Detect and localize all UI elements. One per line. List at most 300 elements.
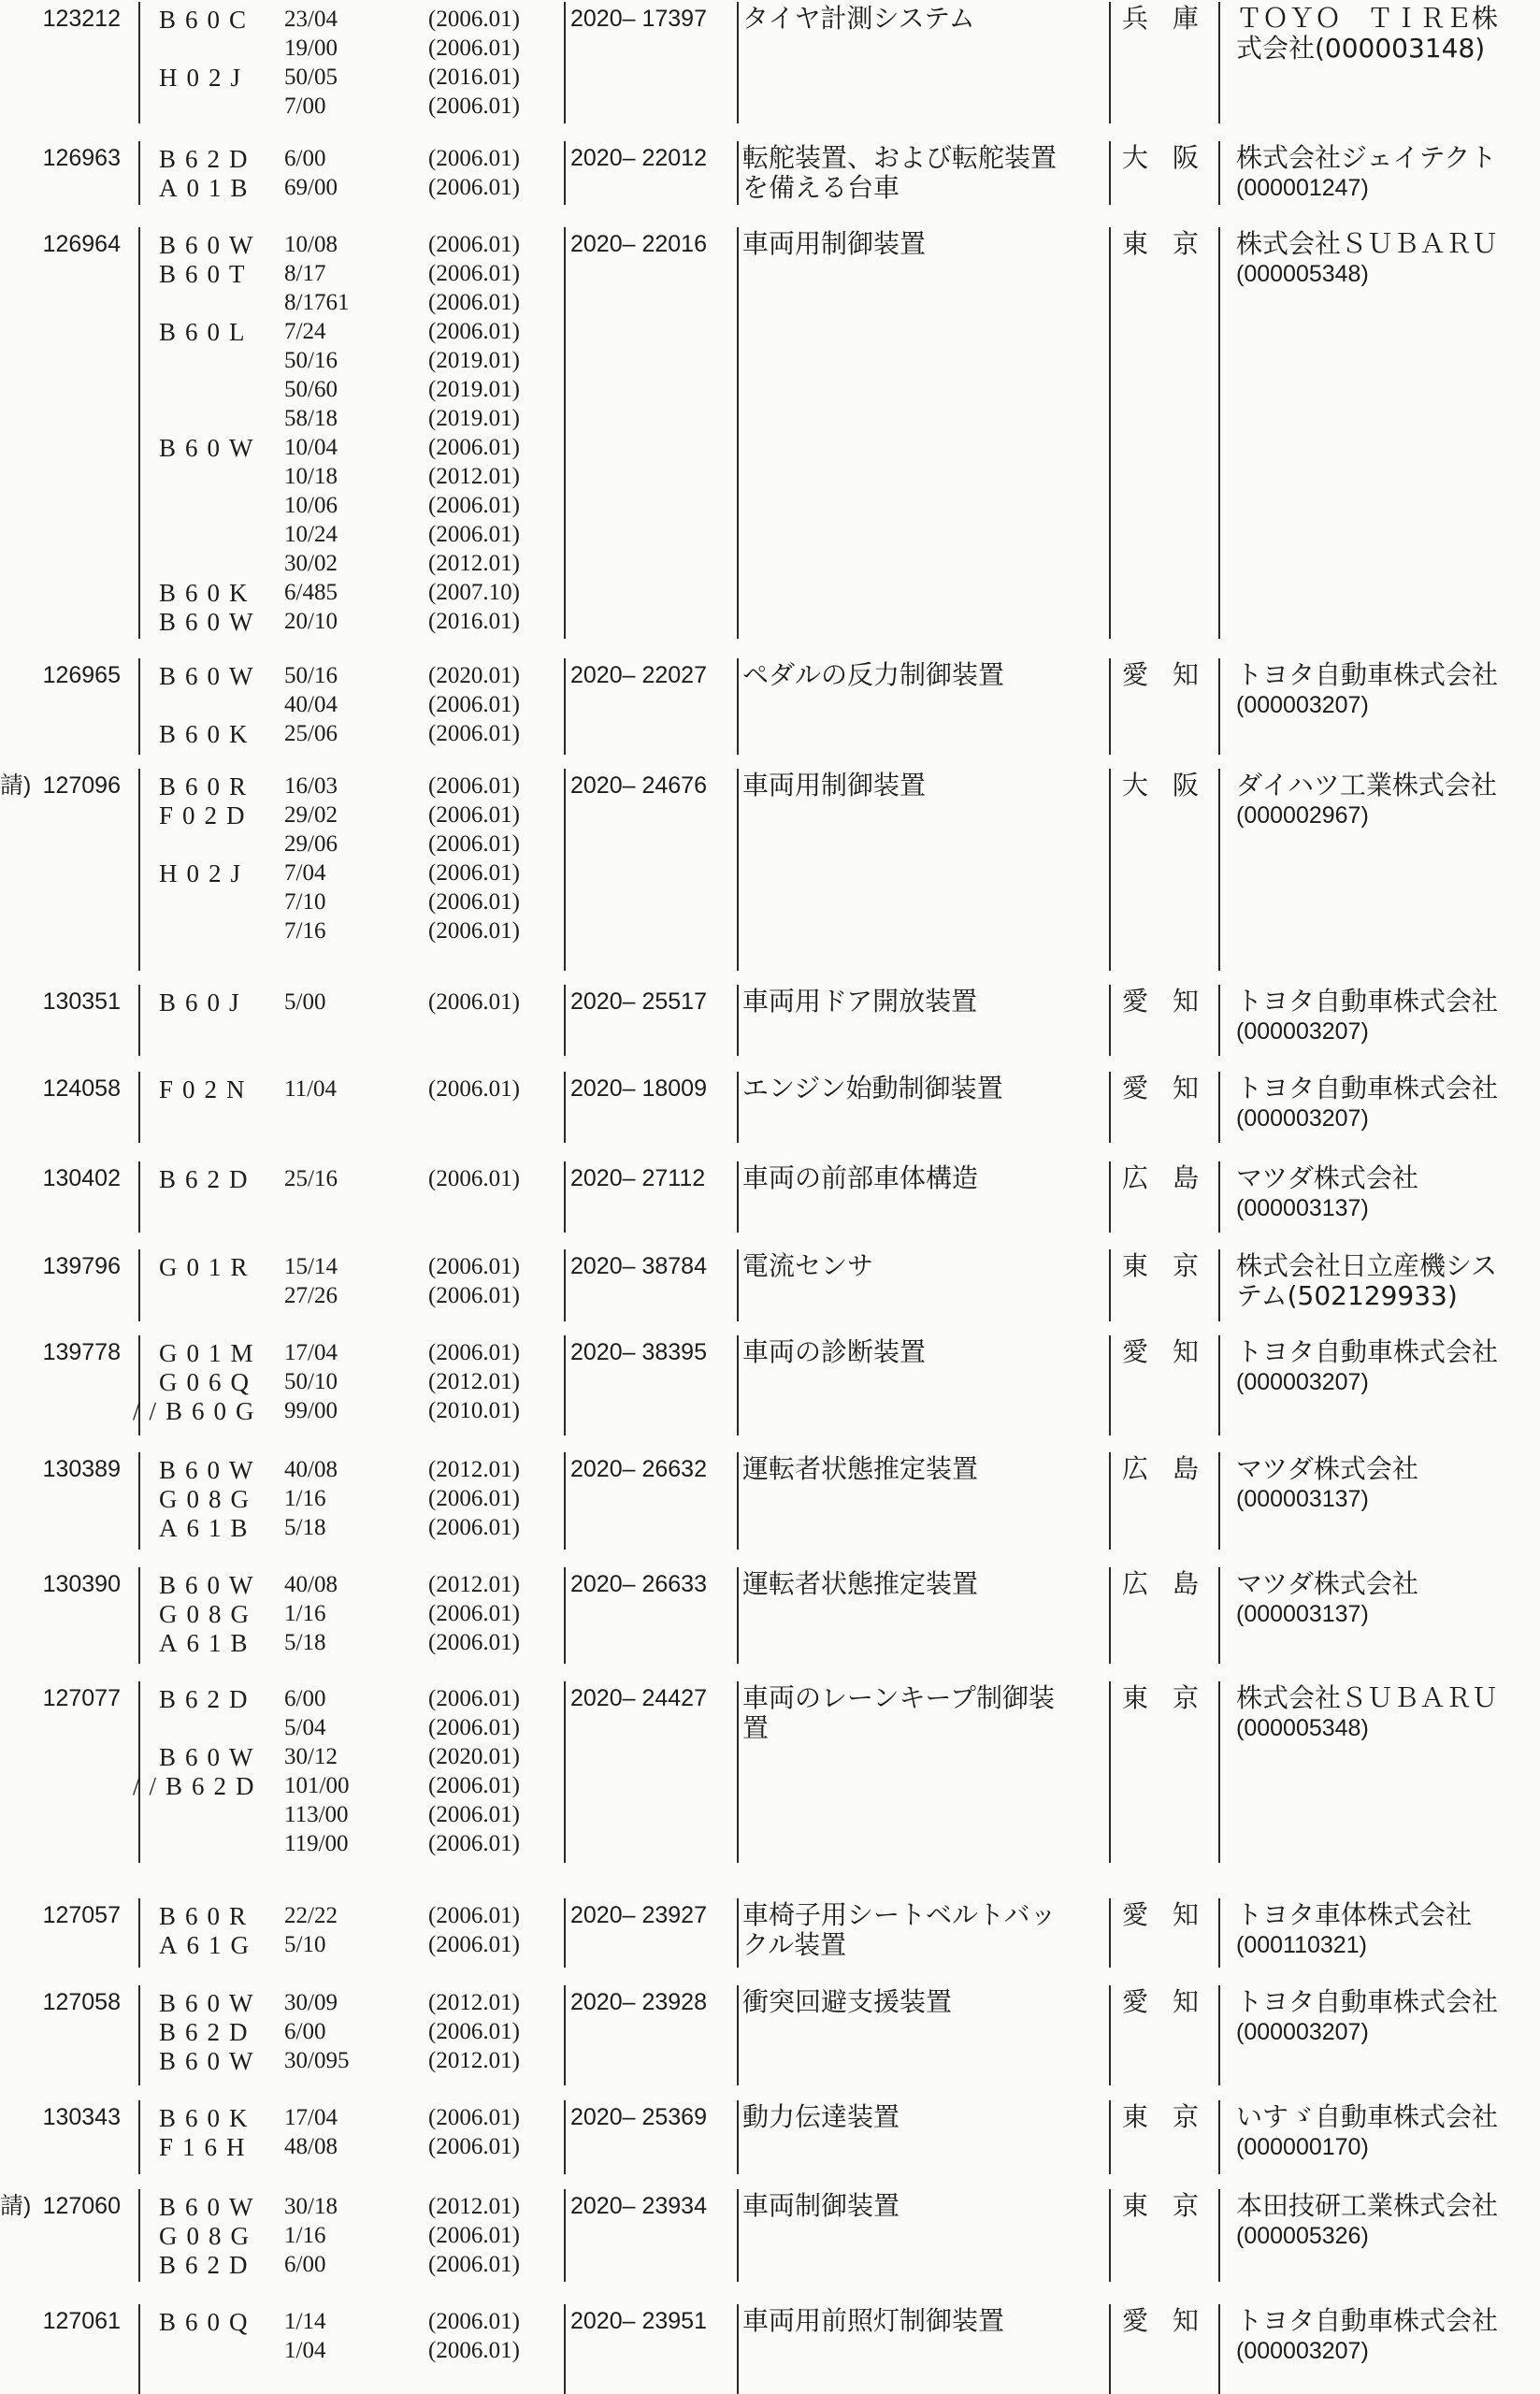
ipc-edition: (2006.01) xyxy=(428,2338,520,2363)
column-divider xyxy=(1109,1452,1111,1550)
ipc-group: 30/02 xyxy=(284,551,338,576)
application-number: 2020– 38395 xyxy=(570,1339,707,1365)
applicant-name: トヨタ自動車株式会社 xyxy=(1236,1073,1499,1103)
applicant-name: 式会社(000003148) xyxy=(1236,33,1486,64)
prefecture: 愛知 xyxy=(1122,1073,1224,1103)
applicant-name: 株式会社日立産機シス xyxy=(1236,1250,1498,1281)
column-divider xyxy=(564,769,566,971)
column-divider xyxy=(564,985,566,1056)
ipc-group: 40/04 xyxy=(284,692,338,717)
column-divider xyxy=(138,1985,140,2085)
applicant-name: トヨタ自動車株式会社 xyxy=(1236,986,1499,1017)
ipc-group: 69/00 xyxy=(284,175,338,200)
column-divider xyxy=(138,769,140,971)
column-divider xyxy=(1109,2100,1111,2174)
ipc-class: H02J xyxy=(159,64,251,92)
ipc-group: 7/24 xyxy=(284,319,326,344)
column-divider xyxy=(737,658,739,755)
applicant-name: (000003137) xyxy=(1236,1486,1369,1512)
ipc-edition: (2012.01) xyxy=(428,1572,520,1597)
prefecture: 大阪 xyxy=(1122,142,1224,173)
applicant-name: トヨタ自動車株式会社 xyxy=(1236,2305,1499,2336)
column-divider xyxy=(1109,769,1111,971)
ipc-group: 5/04 xyxy=(284,1715,326,1740)
ipc-edition: (2006.01) xyxy=(428,1486,520,1511)
prefecture: 東京 xyxy=(1122,2190,1224,2221)
ipc-edition: (2020.01) xyxy=(428,1744,520,1769)
applicant-name: テム(502129933) xyxy=(1236,1280,1458,1311)
column-divider xyxy=(1218,227,1220,639)
ipc-edition: (2007.10) xyxy=(428,580,520,605)
column-divider xyxy=(564,1985,566,2085)
ipc-edition: (2006.01) xyxy=(428,522,520,547)
invention-title: 動力伝達装置 xyxy=(742,2101,900,2132)
ipc-edition: (2006.01) xyxy=(428,1715,520,1740)
ipc-group: 113/00 xyxy=(284,1802,349,1827)
ipc-group: 17/04 xyxy=(284,2105,338,2130)
invention-title: 衝突回避支援装置 xyxy=(742,1986,953,2017)
invention-title: エンジン始動制御装置 xyxy=(742,1073,1003,1103)
ipc-edition: (2012.01) xyxy=(428,551,520,576)
applicant-name: トヨタ自動車株式会社 xyxy=(1236,1986,1499,2017)
ipc-group: 6/00 xyxy=(284,1686,326,1711)
application-number: 2020– 27112 xyxy=(570,1165,706,1191)
ipc-group: 10/24 xyxy=(284,522,338,547)
column-divider xyxy=(564,141,566,205)
applicant-name: 株式会社ＳＵＢＡＲＵ xyxy=(1236,228,1499,259)
ipc-edition: (2006.01) xyxy=(428,989,520,1015)
column-divider xyxy=(737,2304,739,2394)
column-divider xyxy=(1109,658,1111,755)
ipc-class: B60K xyxy=(159,720,257,748)
column-divider xyxy=(1109,1985,1111,2085)
ipc-class: A61B xyxy=(159,1629,257,1657)
application-number: 2020– 17397 xyxy=(570,6,707,32)
prefecture: 愛知 xyxy=(1122,1899,1224,1930)
column-divider xyxy=(737,1072,739,1143)
ipc-class: G06Q xyxy=(159,1368,258,1396)
application-number: 2020– 25517 xyxy=(570,988,707,1015)
invention-title: タイヤ計測システム xyxy=(742,3,975,34)
registration-number: 126964 xyxy=(42,231,121,257)
ipc-edition: (2006.01) xyxy=(428,1283,520,1308)
registration-number: 127057 xyxy=(42,1902,121,1928)
ipc-group: 7/04 xyxy=(284,860,326,886)
ipc-group: 50/60 xyxy=(284,377,338,402)
ipc-class: G01M xyxy=(159,1339,263,1367)
ipc-group: 1/04 xyxy=(284,2338,326,2363)
ipc-edition: (2006.01) xyxy=(428,1802,520,1827)
ipc-group: 15/14 xyxy=(284,1254,338,1279)
column-divider xyxy=(138,1452,140,1550)
column-divider xyxy=(1109,1335,1111,1435)
registration-number: 130389 xyxy=(42,1456,121,1482)
applicant-name: 本田技研工業株式会社 xyxy=(1236,2190,1499,2221)
registration-number: 130343 xyxy=(42,2104,121,2130)
ipc-group: 1/16 xyxy=(284,2223,326,2248)
column-divider xyxy=(737,769,739,971)
ipc-group: 5/10 xyxy=(284,1932,326,1957)
ipc-class: B62D xyxy=(159,145,257,173)
column-divider xyxy=(737,1335,739,1435)
ipc-edition: (2006.01) xyxy=(428,1686,520,1711)
invention-title: 転舵装置、および転舵装置 xyxy=(742,142,1058,173)
ipc-edition: (2006.01) xyxy=(428,146,520,171)
invention-title: 車両用ドア開放装置 xyxy=(742,986,978,1017)
invention-title: を備える台車 xyxy=(742,172,900,203)
column-divider xyxy=(1109,2189,1111,2282)
ipc-class: G08G xyxy=(159,2222,258,2250)
invention-title: 車両の診断装置 xyxy=(742,1336,927,1367)
column-divider xyxy=(564,1898,566,1968)
ipc-edition: (2006.01) xyxy=(428,1515,520,1540)
column-divider xyxy=(737,1161,739,1233)
applicant-name: 株式会社ＳＵＢＡＲＵ xyxy=(1236,1682,1499,1713)
ipc-edition: (2006.01) xyxy=(428,1630,520,1655)
invention-title: 車両用制御装置 xyxy=(742,770,927,800)
registration-number: 127060 xyxy=(42,2193,121,2219)
application-number: 2020– 23928 xyxy=(570,1989,707,2015)
ipc-edition: (2006.01) xyxy=(428,2134,520,2159)
application-number: 2020– 25369 xyxy=(570,2104,707,2130)
ipc-edition: (2006.01) xyxy=(428,1773,520,1798)
ipc-group: 5/18 xyxy=(284,1630,326,1655)
prefecture: 広島 xyxy=(1122,1453,1224,1484)
ipc-edition: (2006.01) xyxy=(428,7,520,32)
column-divider xyxy=(737,1681,739,1863)
column-divider xyxy=(564,1567,566,1664)
ipc-group: 50/16 xyxy=(284,348,338,373)
ipc-edition: (2006.01) xyxy=(428,1340,520,1365)
registration-number: 130351 xyxy=(42,988,121,1015)
ipc-group: 10/06 xyxy=(284,493,338,518)
ipc-edition: (2016.01) xyxy=(428,609,520,634)
prefecture: 広島 xyxy=(1122,1568,1224,1599)
ipc-edition: (2006.01) xyxy=(428,773,520,799)
ipc-class: B60W xyxy=(159,2193,263,2221)
applicant-name: マツダ株式会社 xyxy=(1236,1453,1418,1484)
prefecture: 愛知 xyxy=(1122,2305,1224,2336)
applicant-name: (000005348) xyxy=(1236,1715,1369,1741)
ipc-group: 6/485 xyxy=(284,580,338,605)
prefecture: 兵庫 xyxy=(1122,3,1224,34)
applicant-name: トヨタ自動車株式会社 xyxy=(1236,1336,1499,1367)
column-divider xyxy=(138,658,140,755)
applicant-name: (000002967) xyxy=(1236,802,1369,829)
ipc-group: 8/17 xyxy=(284,261,326,286)
ipc-class: B60R xyxy=(159,1902,256,1930)
application-number: 2020– 18009 xyxy=(570,1075,707,1102)
applicant-name: マツダ株式会社 xyxy=(1236,1162,1418,1193)
ipc-edition: (2006.01) xyxy=(428,1932,520,1957)
column-divider xyxy=(737,985,739,1056)
registration-number: 127061 xyxy=(42,2308,121,2334)
ipc-edition: (2006.01) xyxy=(428,36,520,61)
column-divider xyxy=(564,2100,566,2174)
prefecture: 大阪 xyxy=(1122,770,1224,800)
ipc-edition: (2012.01) xyxy=(428,1457,520,1482)
column-divider xyxy=(737,2100,739,2174)
registration-number: 127077 xyxy=(42,1685,121,1711)
ipc-class: A61B xyxy=(159,1514,257,1542)
application-number: 2020– 24676 xyxy=(570,772,707,799)
ipc-group: 58/18 xyxy=(284,406,338,431)
ipc-group: 17/04 xyxy=(284,1340,338,1365)
column-divider xyxy=(564,1681,566,1863)
ipc-edition: (2006.01) xyxy=(428,1254,520,1279)
ipc-group: 99/00 xyxy=(284,1398,338,1423)
ipc-class: B62D xyxy=(159,2251,257,2279)
applicant-name: (000003137) xyxy=(1236,1601,1369,1627)
application-number: 2020– 38784 xyxy=(570,1253,707,1279)
ipc-class: B62D xyxy=(159,1165,257,1193)
ipc-edition: (2006.01) xyxy=(428,860,520,886)
ipc-group: 50/10 xyxy=(284,1369,338,1394)
ipc-group: 29/06 xyxy=(284,831,338,857)
ipc-class: B60W xyxy=(159,231,263,259)
invention-title: 車両用前照灯制御装置 xyxy=(742,2305,1005,2336)
column-divider xyxy=(138,1898,140,1968)
column-divider xyxy=(737,1985,739,2085)
request-mark: 請) xyxy=(0,2193,32,2219)
column-divider xyxy=(564,658,566,755)
ipc-group: 7/10 xyxy=(284,889,326,915)
ipc-class: B60W xyxy=(159,434,263,462)
application-number: 2020– 23934 xyxy=(570,2193,707,2219)
application-number: 2020– 22012 xyxy=(570,145,707,171)
application-number: 2020– 23951 xyxy=(570,2308,707,2334)
request-mark: 請) xyxy=(0,772,32,799)
column-divider xyxy=(1109,1072,1111,1143)
ipc-edition: (2006.01) xyxy=(428,889,520,915)
column-divider xyxy=(1109,2304,1111,2394)
prefecture: 愛知 xyxy=(1122,1986,1224,2017)
prefecture: 愛知 xyxy=(1122,1336,1224,1367)
ipc-class: G08G xyxy=(159,1485,258,1513)
ipc-edition: (2006.01) xyxy=(428,261,520,286)
applicant-name: (000000170) xyxy=(1236,2134,1369,2160)
ipc-edition: (2019.01) xyxy=(428,406,520,431)
application-number: 2020– 26632 xyxy=(570,1456,707,1482)
prefecture: 愛知 xyxy=(1122,986,1224,1017)
ipc-class: G08G xyxy=(159,1600,258,1628)
ipc-edition: (2012.01) xyxy=(428,1990,520,2015)
ipc-group: 40/08 xyxy=(284,1572,338,1597)
invention-title: クル装置 xyxy=(742,1929,847,1960)
ipc-group: 30/18 xyxy=(284,2194,338,2219)
invention-title: 車両の前部車体構造 xyxy=(742,1162,979,1193)
column-divider xyxy=(1109,2,1111,123)
column-divider xyxy=(138,227,140,639)
applicant-name: (000003137) xyxy=(1236,1195,1369,1221)
ipc-group: 5/00 xyxy=(284,989,326,1015)
applicant-name: (000005326) xyxy=(1236,2223,1369,2249)
column-divider xyxy=(1109,1161,1111,1233)
ipc-class: B60K xyxy=(159,2104,257,2132)
applicant-name: (000001247) xyxy=(1236,175,1369,201)
ipc-group: 10/08 xyxy=(284,232,338,257)
ipc-group: 8/1761 xyxy=(284,290,350,315)
ipc-class: B60W xyxy=(159,1456,263,1484)
column-divider xyxy=(138,1249,140,1321)
ipc-group: 16/03 xyxy=(284,773,338,799)
ipc-class: B60K xyxy=(159,579,257,607)
column-divider xyxy=(138,985,140,1056)
ipc-group: 1/16 xyxy=(284,1601,326,1626)
ipc-edition: (2006.01) xyxy=(428,918,520,944)
ipc-class: B62D xyxy=(159,2018,257,2046)
column-divider xyxy=(138,2,140,123)
column-divider xyxy=(564,1452,566,1550)
invention-title: 車両のレーンキープ制御装 xyxy=(742,1682,1056,1713)
ipc-group: 1/14 xyxy=(284,2309,326,2334)
application-number: 2020– 23927 xyxy=(570,1902,707,1928)
ipc-edition: (2006.01) xyxy=(428,1831,520,1856)
ipc-group: 6/00 xyxy=(284,2252,326,2277)
ipc-edition: (2010.01) xyxy=(428,1398,520,1423)
ipc-group: 48/08 xyxy=(284,2134,338,2159)
ipc-group: 50/16 xyxy=(284,663,338,688)
registration-number: 126965 xyxy=(42,662,121,688)
column-divider xyxy=(138,2189,140,2282)
ipc-edition: (2006.01) xyxy=(428,232,520,257)
ipc-class: B60W xyxy=(159,2047,263,2075)
ipc-group: 30/12 xyxy=(284,1744,338,1769)
column-divider xyxy=(737,2,739,123)
invention-title: 電流センサ xyxy=(742,1250,874,1281)
column-divider xyxy=(1109,1898,1111,1968)
column-divider xyxy=(564,1072,566,1143)
ipc-group: 40/08 xyxy=(284,1457,338,1482)
ipc-edition: (2020.01) xyxy=(428,663,520,688)
ipc-group: 10/04 xyxy=(284,435,338,460)
ipc-edition: (2006.01) xyxy=(428,94,520,119)
prefecture: 愛知 xyxy=(1122,659,1224,690)
column-divider xyxy=(1109,1681,1111,1863)
column-divider xyxy=(1109,985,1111,1056)
applicant-name: (000110321) xyxy=(1236,1932,1367,1958)
column-divider xyxy=(737,1567,739,1664)
ipc-group: 11/04 xyxy=(284,1076,338,1102)
ipc-class: B60W xyxy=(159,608,263,636)
ipc-edition: (2006.01) xyxy=(428,2019,520,2044)
ipc-class: B60Q xyxy=(159,2308,257,2336)
ipc-group: 5/18 xyxy=(284,1515,326,1540)
column-divider xyxy=(138,2100,140,2174)
ipc-group: 30/09 xyxy=(284,1990,338,2015)
ipc-edition: (2006.01) xyxy=(428,319,520,344)
invention-title: 置 xyxy=(742,1712,770,1743)
column-divider xyxy=(564,2304,566,2394)
column-divider xyxy=(138,1161,140,1233)
ipc-group: 101/00 xyxy=(284,1773,350,1798)
ipc-class: G01R xyxy=(159,1253,257,1281)
registration-number: 126963 xyxy=(42,145,121,171)
ipc-edition: (2006.01) xyxy=(428,2252,520,2277)
ipc-edition: (2006.01) xyxy=(428,692,520,717)
ipc-class: B60W xyxy=(159,1571,263,1599)
ipc-class: H02J xyxy=(159,859,251,887)
ipc-edition: (2006.01) xyxy=(428,2105,520,2130)
ipc-edition: (2006.01) xyxy=(428,1076,520,1102)
application-number: 2020– 26633 xyxy=(570,1571,707,1597)
invention-title: 車両用制御装置 xyxy=(742,228,927,259)
ipc-group: 7/00 xyxy=(284,94,326,119)
registration-number: 130390 xyxy=(42,1571,121,1597)
ipc-edition: (2019.01) xyxy=(428,348,520,373)
application-number: 2020– 22027 xyxy=(570,662,707,688)
column-divider xyxy=(138,1567,140,1664)
registration-number: 127058 xyxy=(42,1989,121,2015)
ipc-group: 29/02 xyxy=(284,802,338,828)
column-divider xyxy=(564,227,566,639)
registration-number: 127096 xyxy=(42,772,121,799)
ipc-group: 30/095 xyxy=(284,2048,350,2073)
ipc-class: //B60G xyxy=(133,1397,264,1425)
column-divider xyxy=(737,2189,739,2282)
ipc-edition: (2006.01) xyxy=(428,1166,520,1191)
registration-number: 123212 xyxy=(42,6,121,32)
prefecture: 東京 xyxy=(1122,2101,1224,2132)
invention-title: ペダルの反力制御装置 xyxy=(742,659,1005,690)
ipc-edition: (2019.01) xyxy=(428,377,520,402)
applicant-name: (000005348) xyxy=(1236,261,1369,287)
column-divider xyxy=(737,141,739,205)
ipc-group: 119/00 xyxy=(284,1831,349,1856)
column-divider xyxy=(138,141,140,205)
prefecture: 東京 xyxy=(1122,228,1224,259)
ipc-edition: (2006.01) xyxy=(428,721,520,746)
column-divider xyxy=(564,1249,566,1321)
ipc-class: B60L xyxy=(159,318,254,346)
invention-title: 車椅子用シートベルトバッ xyxy=(742,1899,1057,1930)
ipc-edition: (2012.01) xyxy=(428,464,520,489)
applicant-name: マツダ株式会社 xyxy=(1236,1568,1418,1599)
ipc-class: //B62D xyxy=(133,1772,264,1800)
ipc-group: 25/06 xyxy=(284,721,338,746)
ipc-edition: (2006.01) xyxy=(428,493,520,518)
ipc-group: 27/26 xyxy=(284,1283,338,1308)
ipc-class: B60C xyxy=(159,6,256,34)
ipc-class: B62D xyxy=(159,1685,257,1713)
column-divider xyxy=(138,1072,140,1143)
column-divider xyxy=(737,227,739,639)
applicant-name: ＴＯＹＯ ＴＩＲＥ株 xyxy=(1236,3,1499,34)
applicant-name: 株式会社ジェイテクト xyxy=(1236,142,1497,173)
ipc-class: B60W xyxy=(159,1989,263,2017)
ipc-edition: (2006.01) xyxy=(428,1601,520,1626)
invention-title: 運転者状態推定装置 xyxy=(742,1453,979,1484)
ipc-edition: (2006.01) xyxy=(428,290,520,315)
ipc-group: 50/05 xyxy=(284,65,338,90)
ipc-group: 23/04 xyxy=(284,7,338,32)
applicant-name: (000003207) xyxy=(1236,2338,1369,2364)
column-divider xyxy=(1109,141,1111,205)
ipc-class: F02N xyxy=(159,1075,254,1103)
column-divider xyxy=(564,2189,566,2282)
ipc-edition: (2012.01) xyxy=(428,2194,520,2219)
applicant-name: (000003207) xyxy=(1236,1105,1369,1132)
column-divider xyxy=(737,1249,739,1321)
ipc-class: B60W xyxy=(159,1743,263,1771)
ipc-group: 25/16 xyxy=(284,1166,338,1191)
column-divider xyxy=(737,1898,739,1968)
ipc-edition: (2006.01) xyxy=(428,1903,520,1928)
application-number: 2020– 24427 xyxy=(570,1685,707,1711)
ipc-class: B60J xyxy=(159,988,249,1017)
ipc-group: 6/00 xyxy=(284,2019,326,2044)
ipc-edition: (2012.01) xyxy=(428,1369,520,1394)
